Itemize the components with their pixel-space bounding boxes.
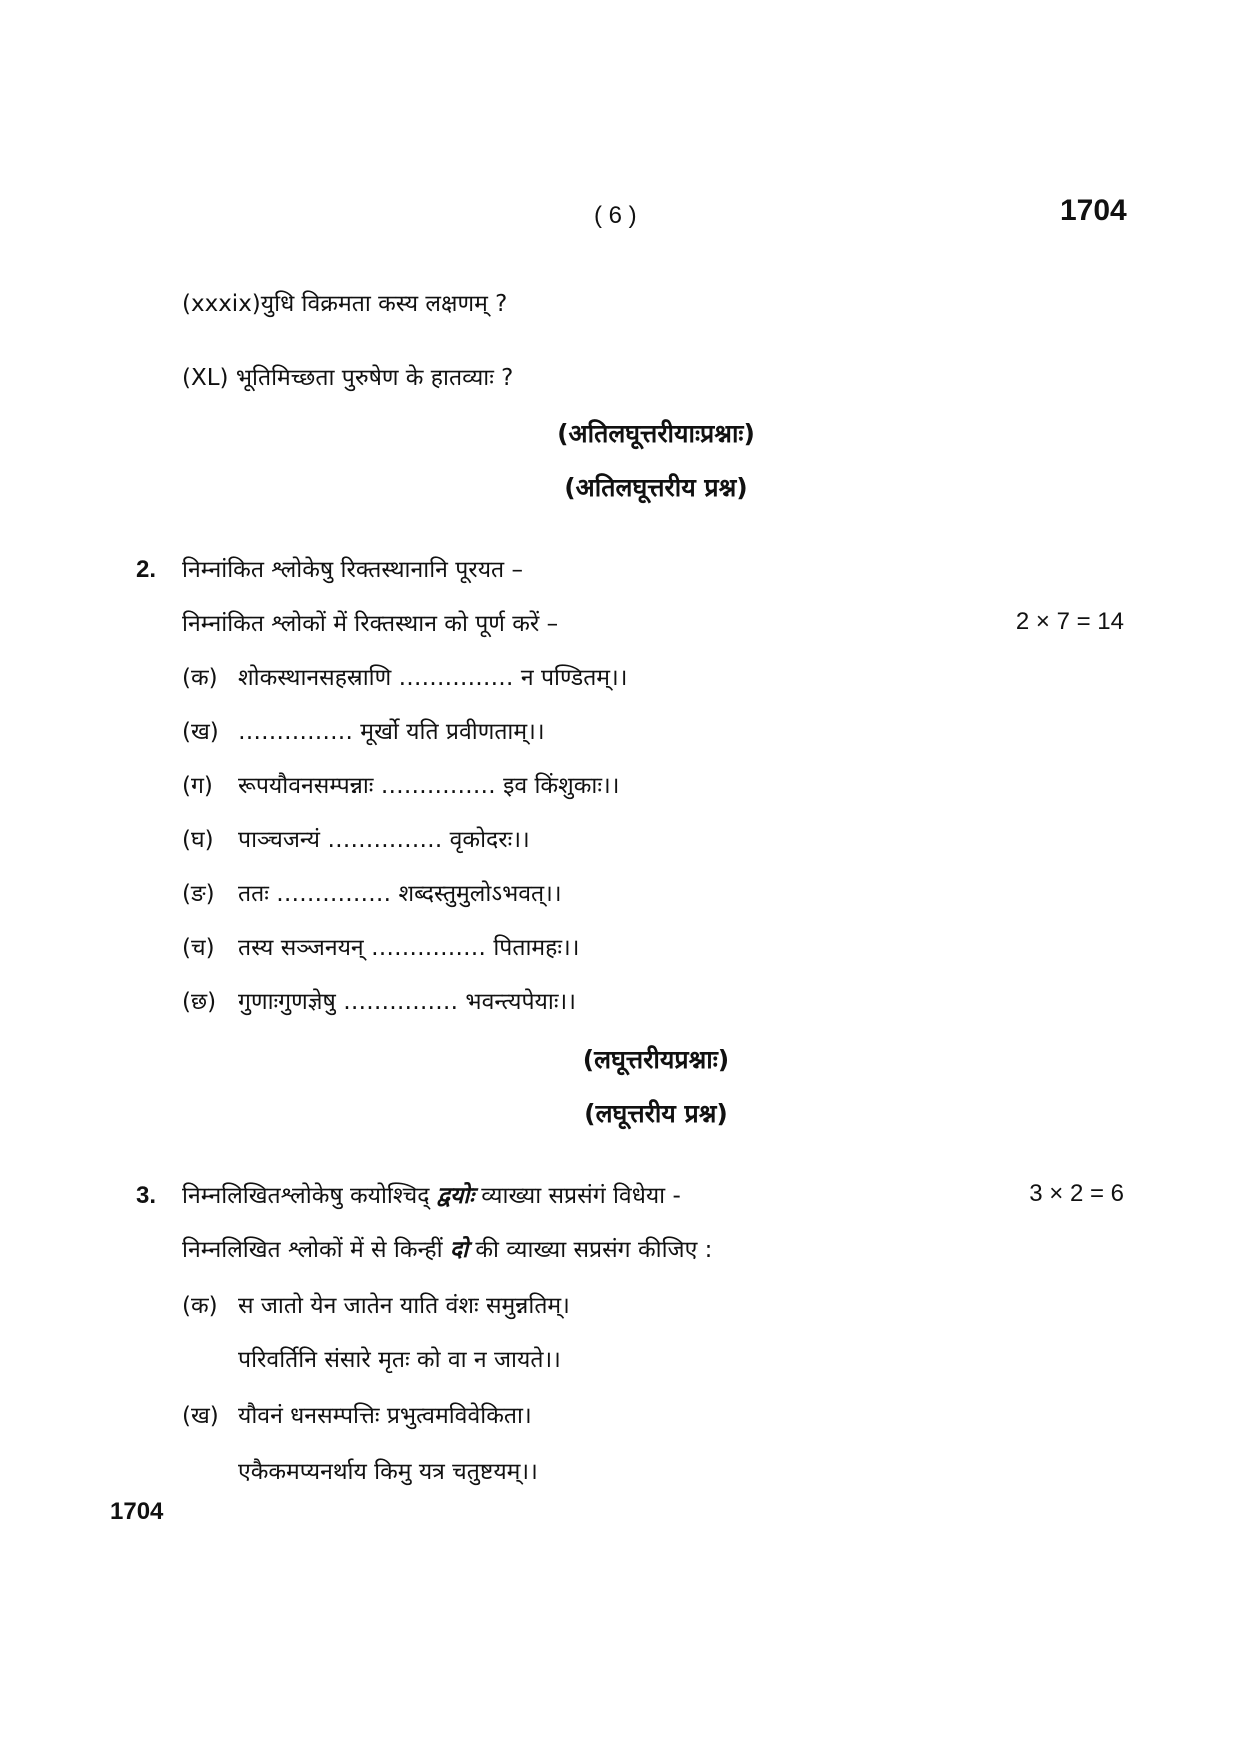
section-heading-hindi: (अतिलघूत्तरीय प्रश्न) [564, 473, 748, 502]
list-item [182, 714, 545, 746]
question-number: 2. [136, 556, 157, 583]
item-label: (xxxix) [182, 291, 261, 317]
page-number: ( 6 ) [594, 202, 637, 229]
item-text: रूपयौवनसम्पन्नाः …………… इव किंशुकाः।। [238, 773, 620, 799]
item-label: (ग) [182, 773, 213, 799]
marks: 3 × 2 = 6 [1029, 1180, 1124, 1207]
item-label: (च) [182, 935, 215, 961]
instruction-hindi: निम्नांकित श्लोकों में रिक्तस्थान को पूर्ण करें – [182, 611, 559, 637]
item-text: पाञ्चजन्यं …………… वृकोदरः।। [238, 827, 530, 853]
paper-code-footer: 1704 [110, 1498, 164, 1525]
item-label: (ख) [182, 1403, 219, 1429]
verse-line: एकैकमप्यनर्थाय किमु यत्र चतुष्टयम्।। [238, 1459, 538, 1485]
item-text: भूतिमिच्छता पुरुषेण के हातव्याः ? [235, 365, 514, 391]
list-item [182, 768, 619, 800]
question-xl [182, 360, 513, 392]
section-heading-sanskrit: (अतिलघूत्तरीयाःप्रश्नाः) [557, 419, 755, 448]
item-label: (ङ) [182, 881, 215, 907]
item-label: (घ) [182, 827, 214, 853]
instruction-text: व्याख्या सप्रसंगं विधेया - [481, 1183, 681, 1209]
paper-code-header: 1704 [1060, 194, 1127, 227]
item-text: ततः …………… शब्दस्तुमुलोऽभवत्।। [238, 881, 562, 907]
verse-line: परिवर्तिनि संसारे मृतः को वा न जायते।। [238, 1347, 561, 1373]
list-item [182, 930, 579, 962]
item-label: (क) [182, 1293, 218, 1319]
instruction-text: निम्नलिखित श्लोकों में से किन्हीं [182, 1237, 443, 1263]
verse-item [182, 1398, 532, 1430]
instruction-text: की व्याख्या सप्रसंग कीजिए : [475, 1237, 713, 1263]
verse-line: स जातो येन जातेन याति वंशः समुन्नतिम्। [238, 1293, 570, 1319]
item-label: (XL) [182, 365, 229, 391]
section-heading-sanskrit: (लघूत्तरीयप्रश्नाः) [582, 1045, 730, 1074]
item-text: युधि विक्रमता कस्य लक्षणम् ? [260, 291, 508, 317]
marks: 2 × 7 = 14 [1015, 608, 1124, 635]
emphasis-text: द्वयोः [436, 1183, 474, 1209]
instruction-hindi [182, 1232, 712, 1264]
instruction-sanskrit: निम्नांकित श्लोकेषु रिक्तस्थानानि पूरयत – [182, 557, 523, 583]
instruction-sanskrit [182, 1178, 681, 1210]
item-label: (ख) [182, 719, 219, 745]
section-heading-hindi: (लघूत्तरीय प्रश्न) [584, 1099, 728, 1128]
verse-item [182, 1288, 570, 1320]
question-xxxix [182, 286, 507, 318]
item-text: …………… मूर्खो यति प्रवीणताम्।। [238, 719, 545, 745]
list-item [182, 984, 576, 1016]
list-item [182, 876, 562, 908]
question-number: 3. [136, 1182, 157, 1209]
list-item [182, 660, 628, 692]
list-item [182, 822, 530, 854]
item-label: (छ) [182, 989, 217, 1015]
emphasis-text: दो [449, 1237, 469, 1263]
instruction-text: निम्नलिखितश्लोकेषु कयोश्चिद् [182, 1183, 430, 1209]
item-label: (क) [182, 665, 218, 691]
item-text: शोकस्थानसहस्राणि …………… न पण्डितम्।। [238, 665, 628, 691]
verse-line: यौवनं धनसम्पत्तिः प्रभुत्वमविवेकिता। [238, 1403, 532, 1429]
item-text: गुणाःगुणज्ञेषु …………… भवन्त्यपेयाः।। [238, 989, 576, 1015]
item-text: तस्य सञ्जनयन् …………… पितामहः।। [238, 935, 580, 961]
